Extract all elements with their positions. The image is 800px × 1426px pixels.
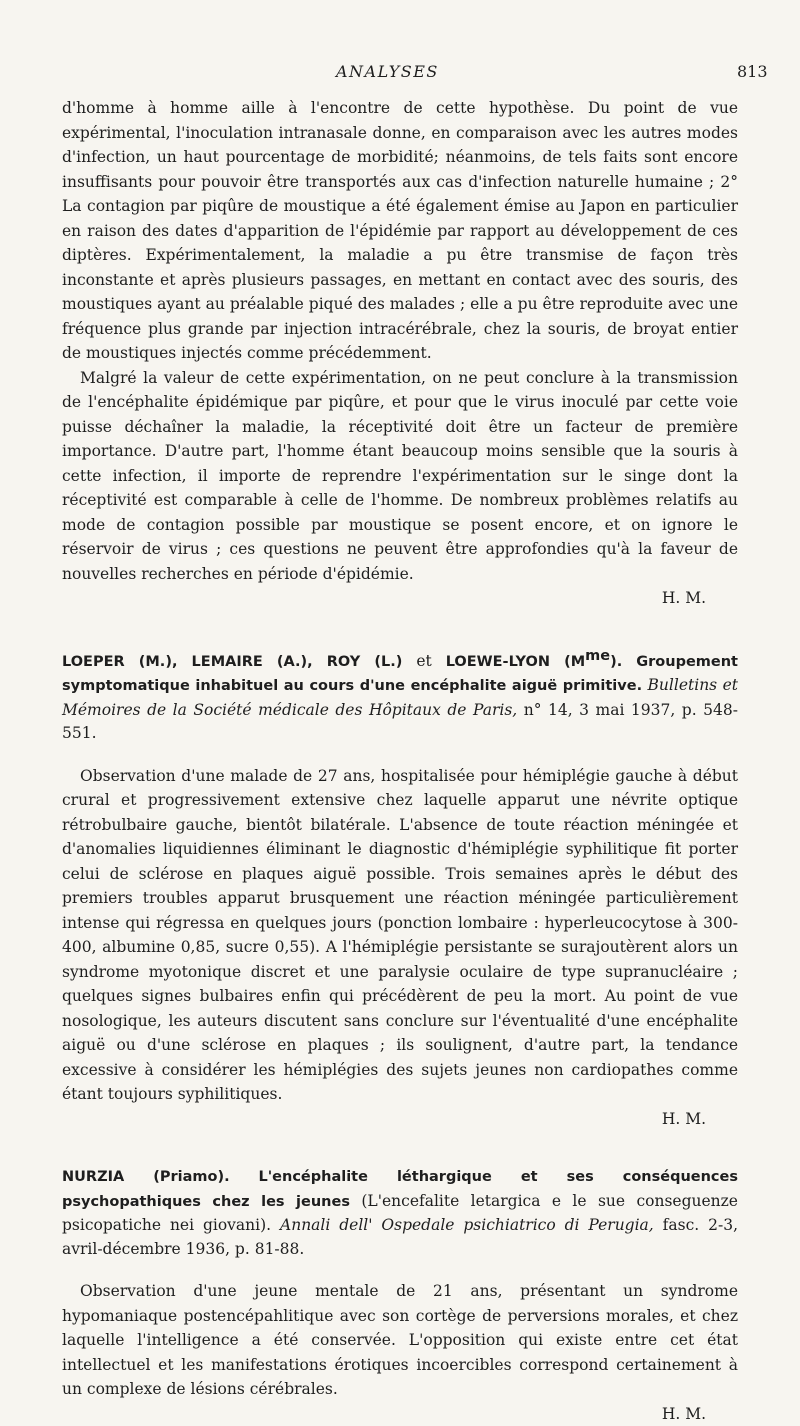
bibliographic-entry xyxy=(62,1165,738,1426)
citation xyxy=(62,1165,738,1261)
journal-name: Bulletins et Mémoires de la Société médicale des Hôpitaux de Paris, xyxy=(62,676,738,719)
authors-last-superscript: me xyxy=(585,647,611,664)
article-title: Groupement symptomatique inhabituel au cours d'une encéphalite aiguë primitive. xyxy=(62,653,738,695)
paragraph-continued: d'homme à homme aille à l'encontre de cette hypothèse. Du point de vue expérimental, l'inoculation intranasale donne, en comparaison avec les autres modes d'infection, un haut pourcentage de morbidité; néanmoins, de tels faits sont encore insuffisants pour pouvoir être transportés aux cas d'infection naturelle humaine ; 2° La contagion par piqûre de moustique a été également émise au Japon en particulier en raison des dates d'apparition de l'épidémie par rapport au développement de ces diptères. Expérimentalement, la maladie a pu être transmise de façon très inconstante et après plusieurs passages, en mettant en contact avec des souris, des moustiques ayant au préalable piqué des malades ; elle a pu être reproduite avec une fréquence plus grande par injection intracérébrale, chez la souris, de broyat entier de moustiques injectés comme précédemment. xyxy=(62,99,738,362)
authors-joiner: et xyxy=(402,651,446,670)
signature: H. M. xyxy=(661,589,706,607)
page-body xyxy=(62,96,738,1426)
bibliographic-entry xyxy=(62,645,738,1132)
original-title: (L'encefalite letargica e le sue conseguenze psicopatiche nei giovani). xyxy=(62,1191,738,1235)
page-number: 813 xyxy=(737,62,768,81)
paragraph: Malgré la valeur de cette expérimentation, on ne peut conclure à la transmission de l'encéphalite épidémique par piqûre, et pour que le virus inoculé par cette voie puisse déchaîner la maladie, la réceptivité doit être un facteur de première importance. D'autre part, l'homme étant beaucoup moins sensible que la souris à cette infection, il importe de reprendre l'expérimentation sur le singe dont la réceptivité est comparable à celle de l'homme. De nombreux problèmes relatifs au mode de contagion possible par moustique se posent encore, et on ignore le réservoir de virus ; ces questions ne peuvent être approfondies qu'à la faveur de nouvelles recherches en période d'épidémie. xyxy=(62,368,738,583)
abstract: Observation d'une malade de 27 ans, hospitalisée pour hémiplégie gauche à début crural et progressivement extensive chez laquelle apparut une névrite optique rétrobulbaire gauche, bientôt bilatérale. L'absence de toute réaction méningée et d'anomalies liquidiennes éliminant le diagnostic d'hémiplégie syphilitique fit porter celui de sclérose en plaques aiguë possible. Trois semaines après le début des premiers troubles apparut brusquement une réaction méningée particulièrement intense qui régressa en quelques jours (ponction lombaire : hyperleucocytose à 300-400, albumine 0,85, sucre 0,55). A l'hémiplégie persistante se surajoutèrent alors un syndrome myotonique discret et une paralysie oculaire de type supranucléaire ; quelques signes bulbaires enfin qui précédèrent de peu la mort. Au point de vue nosologique, les auteurs discutent sans conclure sur l'éventualité d'une encéphalite aiguë ou d'une sclérose en plaques ; ils soulignent, d'autre part, la tendance excessive à considérer les hémiplégies des sujets jeunes non cardiopathes comme étant toujours syphilitiques. xyxy=(62,766,738,1104)
signature: H. M. xyxy=(661,1404,706,1423)
publication-details: n° 14, 3 mai 1937, p. 548-551. xyxy=(62,700,738,743)
authors: LOEPER (M.), LEMAIRE (A.), ROY (L.) xyxy=(62,653,403,670)
authors: NURZIA (Priamo). xyxy=(62,1169,230,1186)
article-title: L'encéphalite léthargique et ses conséquences psychopathiques chez les jeunes xyxy=(62,1169,738,1210)
running-title: ANALYSES xyxy=(336,62,439,81)
publication-details: fasc. 2-3, avril-décembre 1936, p. 81-88. xyxy=(62,1216,738,1258)
authors-last-close: ). xyxy=(610,653,623,670)
authors-last: LOEWE-LYON (M xyxy=(445,653,586,670)
page-header xyxy=(0,62,800,88)
abstract: Observation d'une jeune mentale de 21 ans, présentant un syndrome hypomaniaque postencépahlitique avec son cortège de perversions morales, et chez laquelle l'intelligence a été conservée. L'opposition qui existe entre cet état intellectuel et les manifestations érotiques incoercibles correspond certainement à un complexe de lésions cérébrales. xyxy=(62,1282,738,1399)
signature: H. M. xyxy=(661,1109,706,1128)
journal-name: Annali dell' Ospedale psichiatrico di Perugia, xyxy=(280,1216,654,1235)
citation xyxy=(62,645,738,746)
